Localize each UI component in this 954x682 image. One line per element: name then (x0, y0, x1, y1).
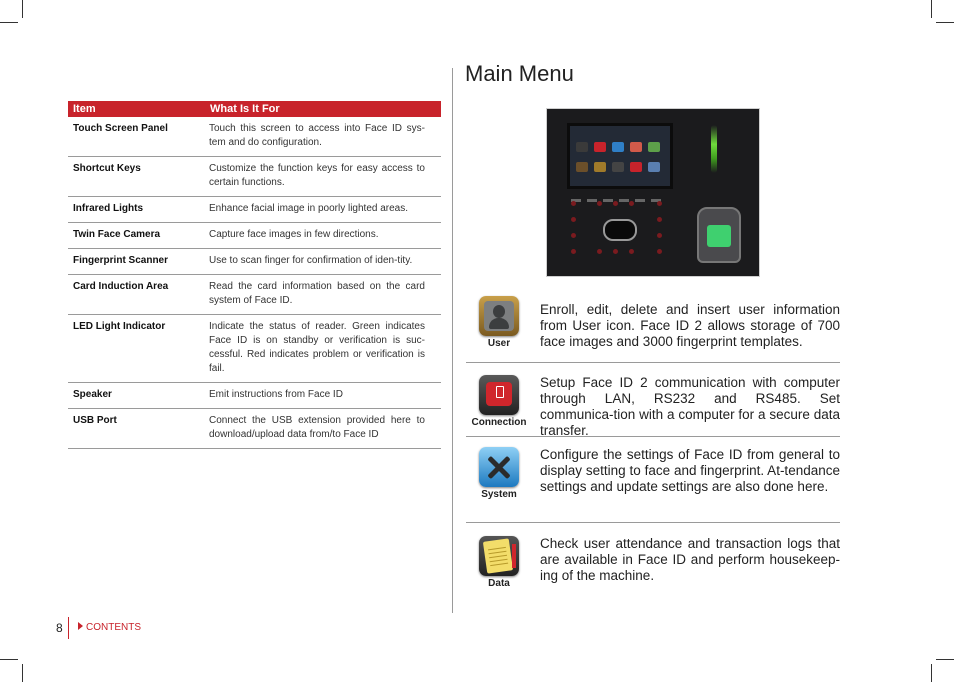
system-icon (479, 447, 519, 487)
component-table (68, 101, 441, 449)
table-row (68, 275, 441, 315)
user-icon (479, 296, 519, 336)
menu-item-label: Connection (471, 417, 527, 428)
page-title: Main Menu (465, 61, 574, 86)
table-row (68, 315, 441, 383)
row-item: LED Light Indicator (68, 315, 204, 383)
menu-item-user (466, 296, 840, 363)
row-desc: Use to scan finger for confirmation of iden-tity. (204, 249, 441, 275)
fingerprint-scanner-icon (697, 207, 741, 263)
camera-icon (603, 219, 637, 241)
crop-mark (0, 22, 18, 23)
menu-item-desc: Check user attendance and transaction logs that are available in Face ID and perform housekeep-ing of the machine. (540, 536, 840, 583)
table-header-row (68, 101, 441, 117)
page-number: 8 (56, 621, 63, 635)
triangle-right-icon (78, 622, 83, 630)
data-icon (479, 536, 519, 576)
row-desc: Enhance facial image in poorly lighted areas. (204, 197, 441, 223)
row-item: Fingerprint Scanner (68, 249, 204, 275)
device-illustration (546, 108, 760, 277)
contents-label: CONTENTS (86, 622, 141, 633)
row-desc: Emit instructions from Face ID (204, 383, 441, 409)
menu-item-label: Data (488, 578, 510, 589)
footer-divider (68, 617, 69, 639)
crop-mark (931, 0, 932, 18)
table-row (68, 197, 441, 223)
row-item: Infrared Lights (68, 197, 204, 223)
table-row (68, 223, 441, 249)
row-item: Touch Screen Panel (68, 117, 204, 157)
row-desc: Customize the function keys for easy access to certain functions. (204, 157, 441, 197)
led-indicator (711, 125, 717, 173)
row-desc: Read the card information based on the card system of Face ID. (204, 275, 441, 315)
contents-link[interactable] (78, 622, 141, 633)
row-item: USB Port (68, 409, 204, 449)
row-item: Twin Face Camera (68, 223, 204, 249)
table-row (68, 409, 441, 449)
crop-mark (0, 659, 18, 660)
row-desc: Indicate the status of reader. Green indicates Face ID is on standby or verification is suc-cessful. Red indicates problem or verification is fail. (204, 315, 441, 383)
header-item: Item (68, 101, 204, 117)
header-purpose: What Is It For (204, 101, 441, 117)
row-item: Card Induction Area (68, 275, 204, 315)
table-row (68, 249, 441, 275)
menu-item-system (466, 447, 840, 523)
menu-item-data (466, 536, 840, 596)
menu-item-label: User (487, 338, 511, 349)
menu-item-label: System (481, 489, 517, 500)
shortcut-keys (571, 189, 671, 195)
column-divider (452, 68, 453, 613)
crop-mark (936, 22, 954, 23)
row-desc: Touch this screen to access into Face ID sys-tem and do configuration. (204, 117, 441, 157)
menu-item-desc: Setup Face ID 2 communication with computer through LAN, RS232 and RS485. Set communica-tion with a computer for a secure data transfer. (540, 375, 840, 438)
row-item: Shortcut Keys (68, 157, 204, 197)
menu-item-connection (466, 375, 840, 437)
menu-item-desc: Configure the settings of Face ID from general to display setting to face and fingerprint. At-tendance settings and update settings are also done here. (540, 447, 840, 494)
row-desc: Connect the USB extension provided here to download/upload data from/to Face ID (204, 409, 441, 449)
table-row (68, 383, 441, 409)
row-item: Speaker (68, 383, 204, 409)
device-screen (567, 123, 673, 189)
crop-mark (931, 664, 932, 682)
table-row (68, 157, 441, 197)
connection-icon (479, 375, 519, 415)
crop-mark (22, 0, 23, 18)
row-desc: Capture face images in few directions. (204, 223, 441, 249)
menu-item-desc: Enroll, edit, delete and insert user information from User icon. Face ID 2 allows storage of 700 face images and 3000 fingerprint templates. (540, 302, 840, 349)
table-row (68, 117, 441, 157)
crop-mark (22, 664, 23, 682)
crop-mark (936, 659, 954, 660)
